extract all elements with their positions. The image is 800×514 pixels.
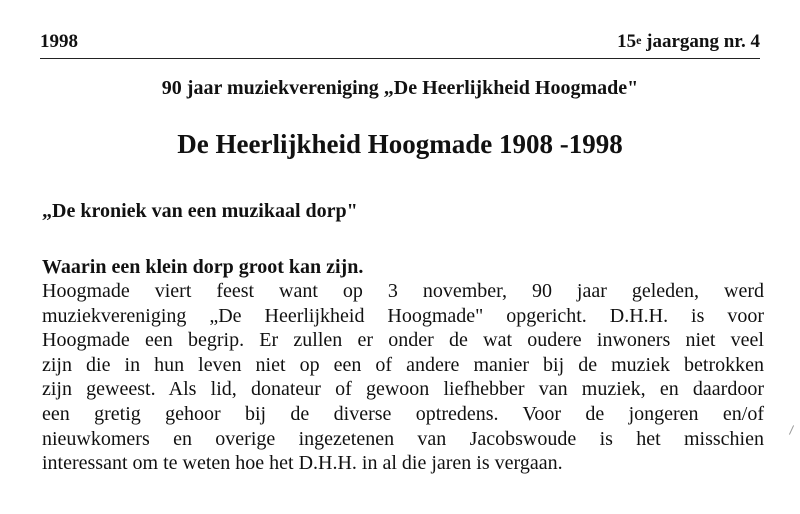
margin-mark xyxy=(789,425,794,434)
kroniek-heading: „De kroniek van een muzikaal dorp" xyxy=(42,200,358,222)
article-title: De Heerlijkheid Hoogmade 1908 -1998 xyxy=(177,129,623,159)
body-line: een gretig gehoor bij de diverse optredens. Voor de jongeren en/of xyxy=(42,402,764,425)
volume-number: 15 xyxy=(617,31,637,52)
body-line: muziekvereniging „De Heerlijkheid Hoogmade" opgericht. D.H.H. is voor xyxy=(42,304,764,327)
header-year: 1998 xyxy=(40,31,78,52)
body-line: zijn geweest. Als lid, donateur of gewoon liefhebber van muziek, en daardoor xyxy=(42,378,764,401)
body-line: Hoogmade viert feest want op 3 november, 90 jaar geleden, werd xyxy=(42,280,764,302)
body-line: interessant om te weten hoe het D.H.H. in al die jaren is vergaan. xyxy=(42,452,563,475)
body-line: Hoogmade een begrip. Er zullen er onder de wat oudere inwoners niet veel xyxy=(42,329,764,352)
volume-suffix: jaargang nr. 4 xyxy=(641,31,760,52)
body-paragraph xyxy=(42,279,764,476)
article-subtitle: 90 jaar muziekvereniging „De Heerlijkheid Hoogmade" xyxy=(161,77,639,99)
body-line: zijn die in hun leven niet op een of andere manier bij de muziek betrokken xyxy=(42,353,764,376)
page-header xyxy=(40,32,760,59)
body-line: nieuwkomers en overige ingezetenen van Jacobswoude is het misschien xyxy=(42,427,764,450)
section-heading: Waarin een klein dorp groot kan zijn. xyxy=(42,256,364,278)
header-volume xyxy=(617,32,760,52)
volume-superscript: e xyxy=(636,33,642,47)
